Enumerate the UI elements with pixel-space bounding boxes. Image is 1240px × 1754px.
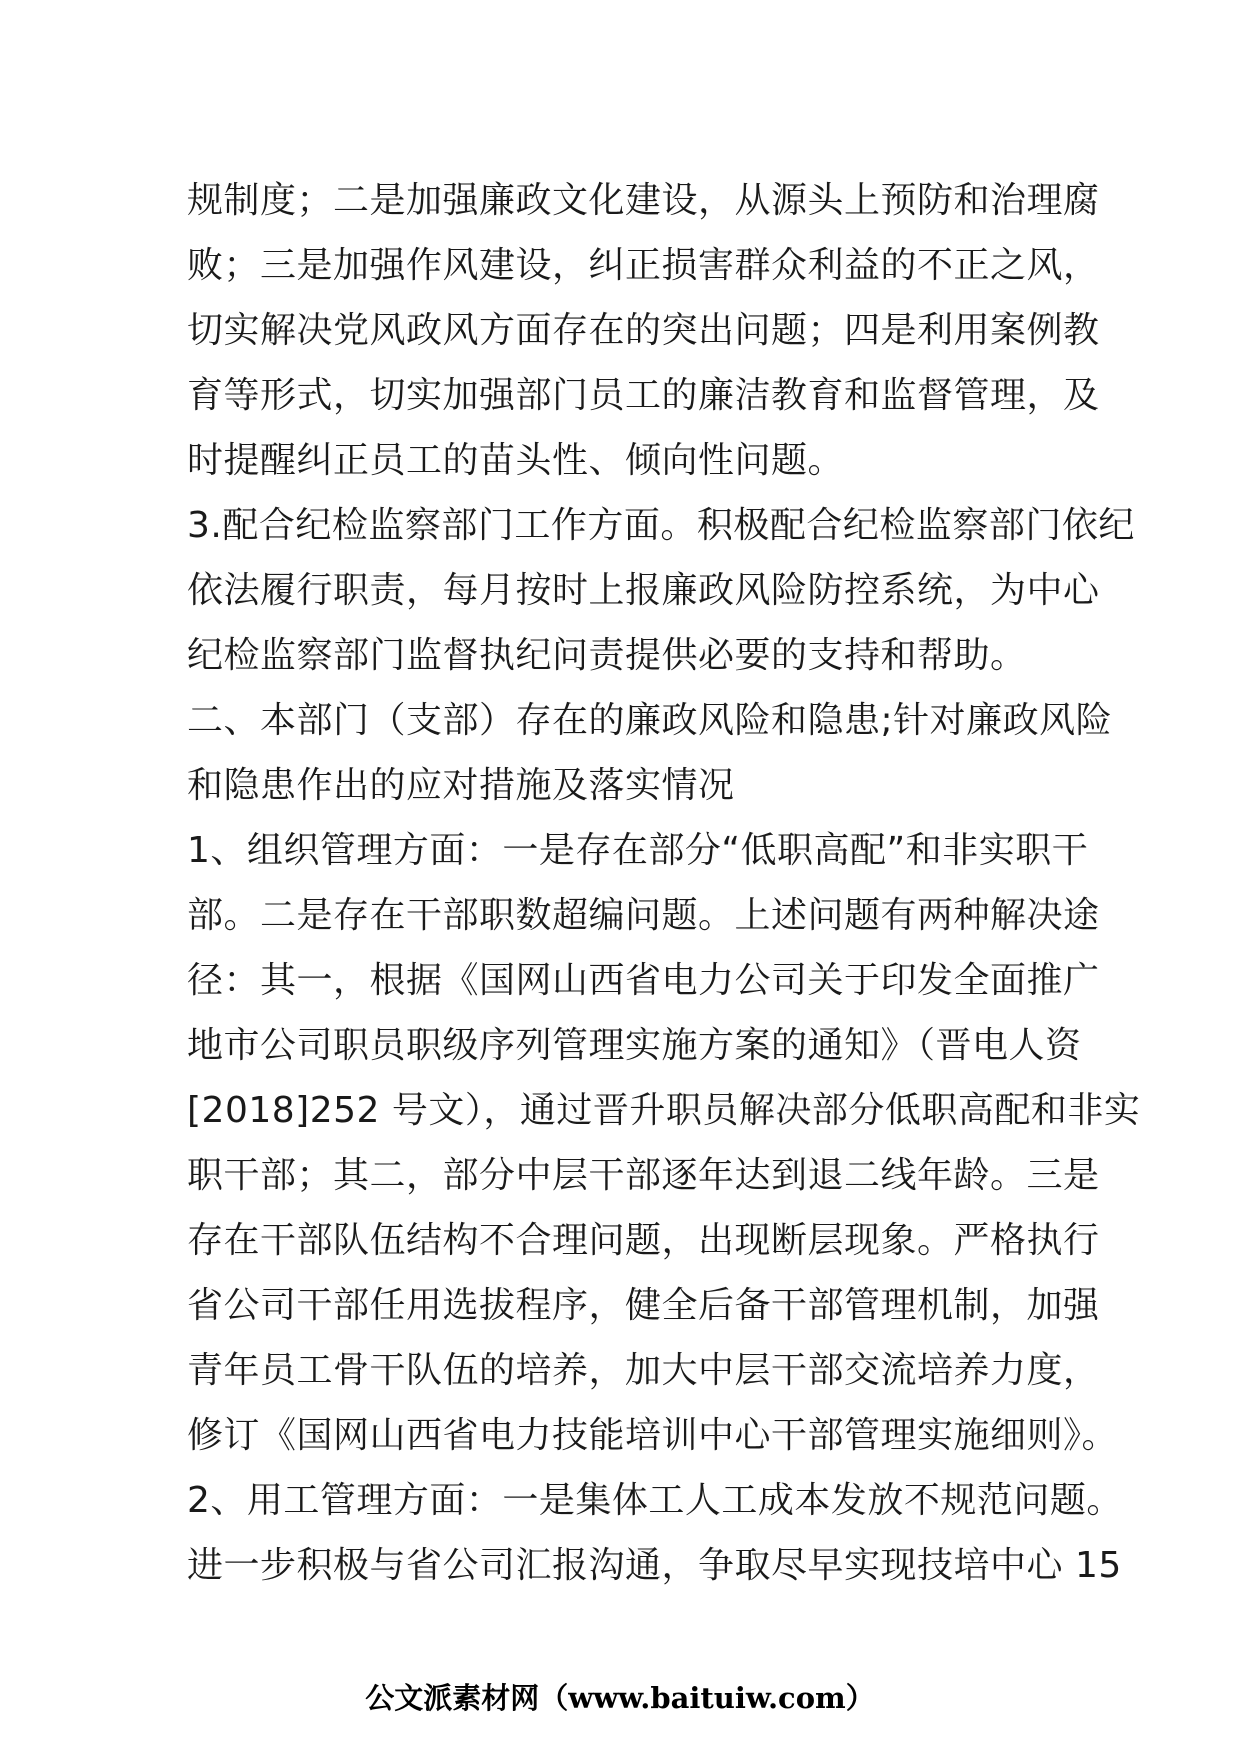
text-line: 地市公司职员职级序列管理实施方案的通知》（晋电人资 [187, 1025, 1082, 1066]
text-line: 纪检监察部门监督执纪问责提供必要的支持和帮助。 [187, 635, 1027, 676]
text-line: 径：其一，根据《国网山西省电力公司关于印发全面推广 [187, 960, 1100, 1001]
text-line: 职干部；其二，部分中层干部逐年达到退二线年龄。三是 [187, 1155, 1100, 1196]
text-line: 部。二是存在干部职数超编问题。上述问题有两种解决途 [187, 895, 1100, 936]
text-line: 依法履行职责，每月按时上报廉政风险防控系统，为中心 [187, 570, 1100, 611]
text-line: 进一步积极与省公司汇报沟通，争取尽早实现技培中心 15 [187, 1545, 1122, 1586]
text-line: 和隐患作出的应对措施及落实情况 [187, 765, 735, 806]
text-line: 2、用工管理方面：一是集体工人工成本发放不规范问题。 [187, 1480, 1123, 1521]
text-line: 1、组织管理方面：一是存在部分“低职高配”和非实职干 [187, 830, 1089, 871]
text-line: 败；三是加强作风建设，纠正损害群众利益的不正之风， [187, 245, 1100, 286]
text-line: 规制度；二是加强廉政文化建设，从源头上预防和治理腐 [187, 180, 1100, 221]
text-line: 切实解决党风政风方面存在的突出问题；四是利用案例教 [187, 310, 1100, 351]
text-line: 时提醒纠正员工的苗头性、倾向性问题。 [187, 440, 845, 481]
text-line: [2018]252 号文），通过晋升职员解决部分低职高配和非实 [187, 1090, 1141, 1131]
footer-watermark-text: 公文派素材网（www.baituiw.com） [365, 1681, 875, 1715]
body-text [187, 168, 1141, 1598]
text-line: 二、本部门（支部）存在的廉政风险和隐患;针对廉政风险 [187, 700, 1113, 741]
text-line: 育等形式，切实加强部门员工的廉洁教育和监督管理，及 [187, 375, 1100, 416]
text-line: 省公司干部任用选拔程序，健全后备干部管理机制，加强 [187, 1285, 1100, 1326]
text-line: 青年员工骨干队伍的培养，加大中层干部交流培养力度， [187, 1350, 1100, 1391]
text-line: 3.配合纪检监察部门工作方面。积极配合纪检监察部门依纪 [187, 505, 1135, 546]
text-line: 存在干部队伍结构不合理问题，出现断层现象。严格执行 [187, 1220, 1100, 1261]
text-line: 修订《国网山西省电力技能培训中心干部管理实施细则》。 [187, 1415, 1119, 1456]
